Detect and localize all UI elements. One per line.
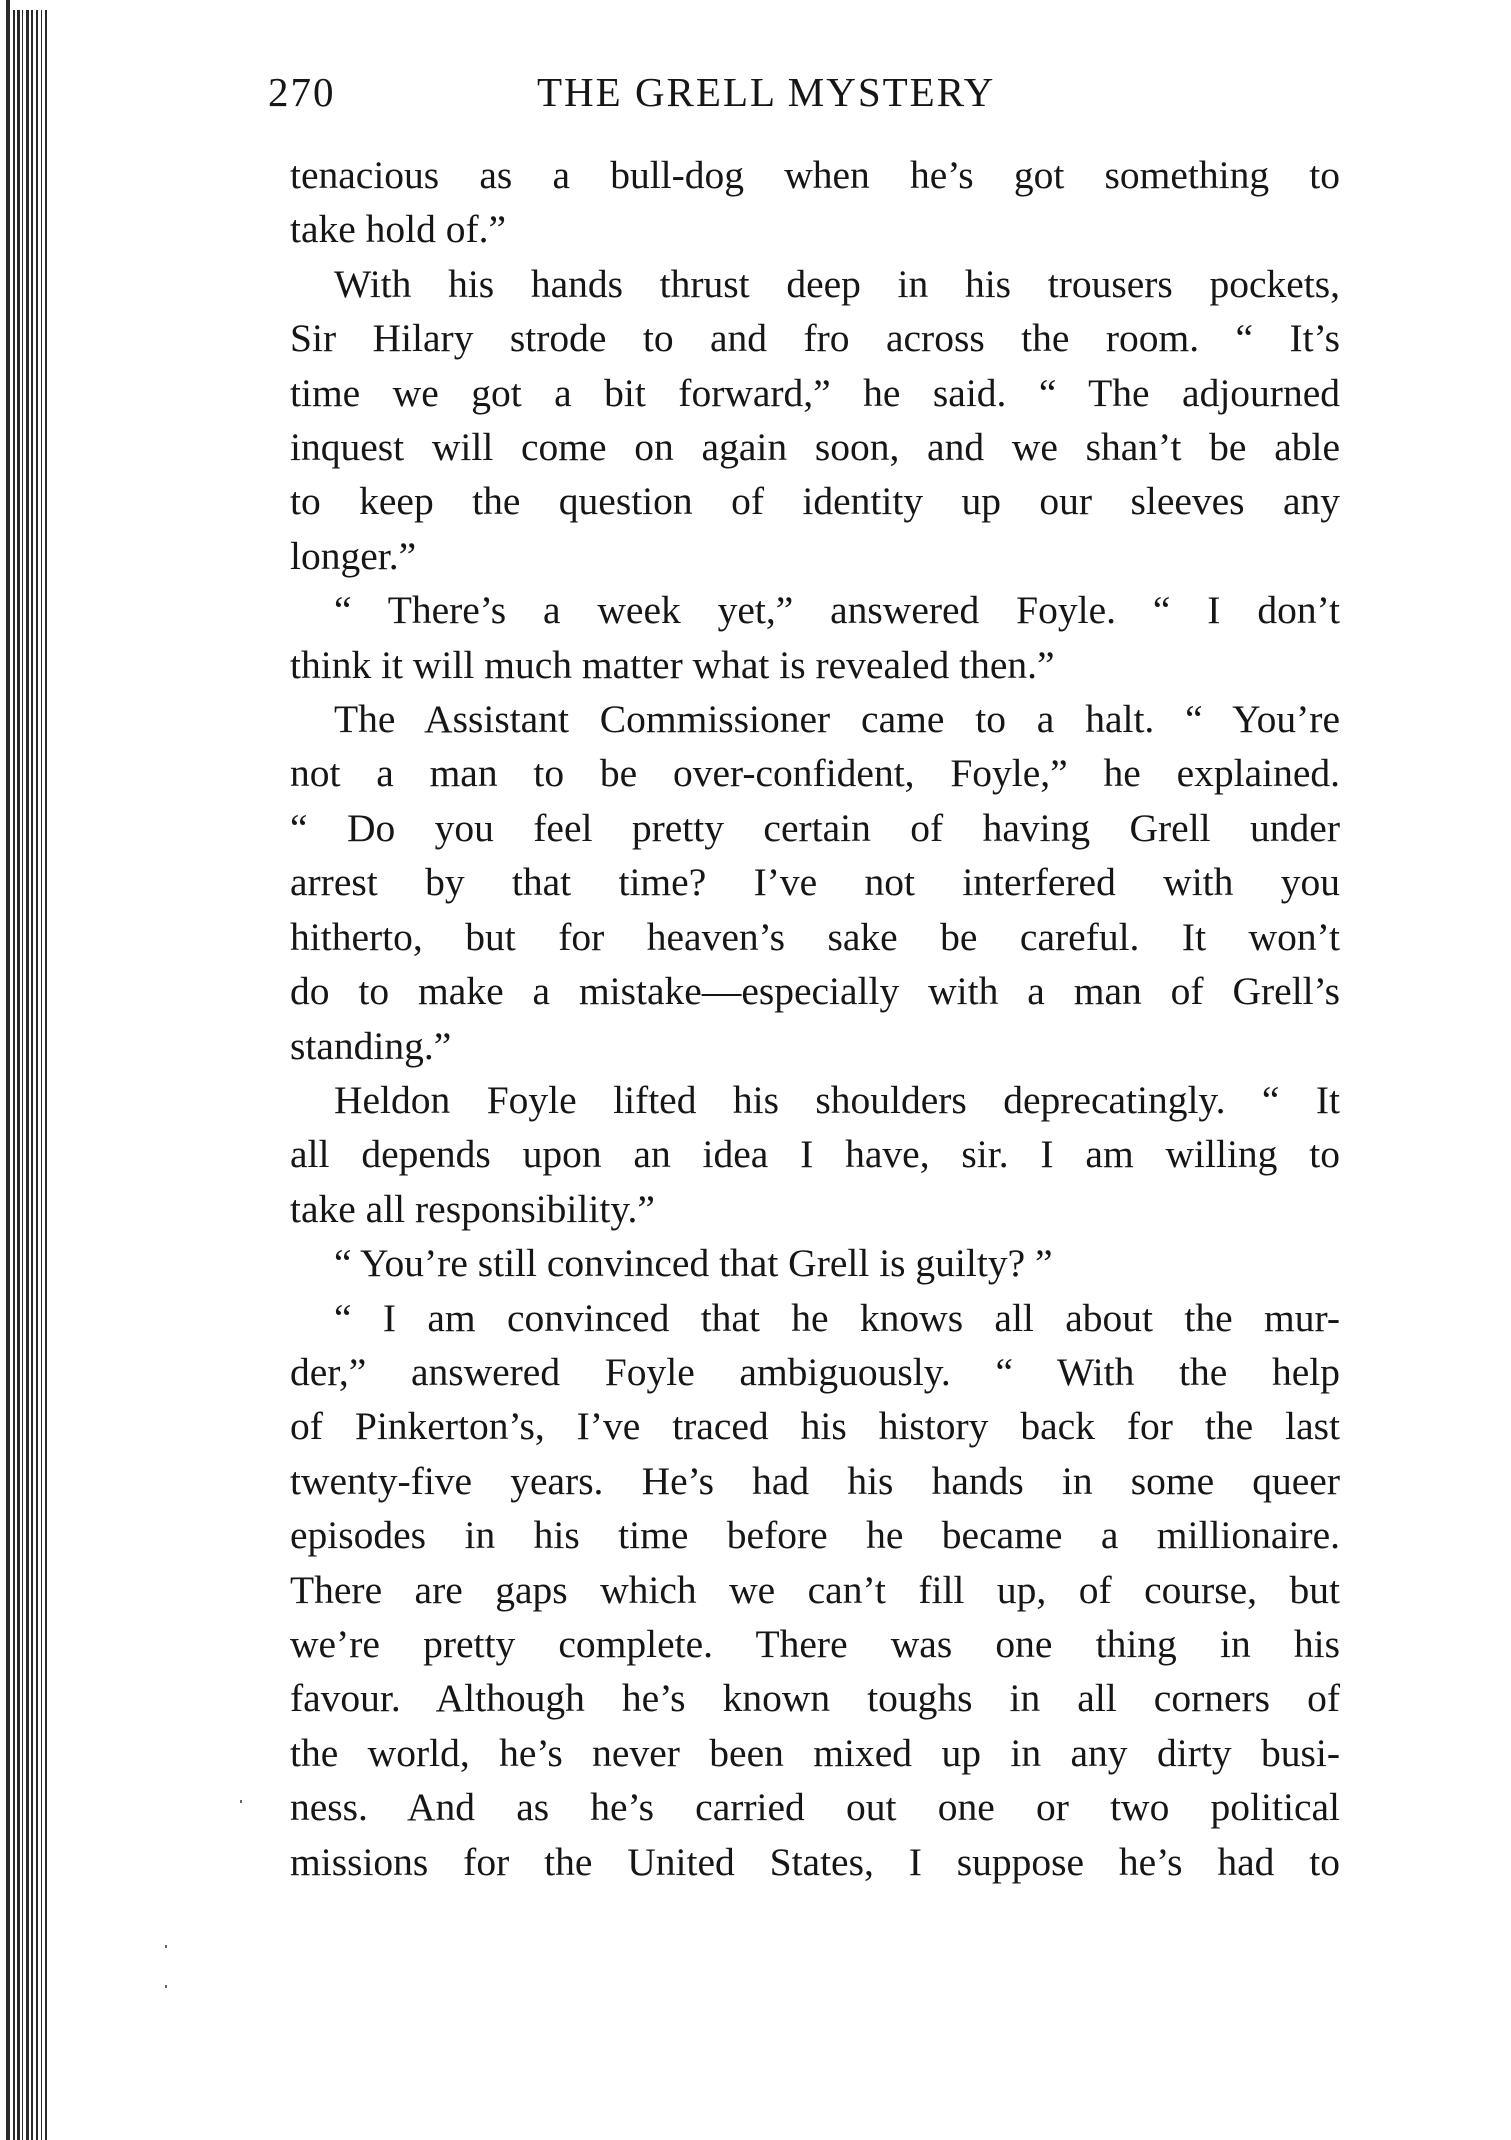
text-line: do to make a mistake—especially with a man of Grell’s [290, 969, 1340, 1014]
text-line: hitherto, but for heaven’s sake be careful. It won’t [290, 914, 1340, 959]
running-title: THE GRELL MYSTERY [537, 69, 996, 115]
text-line: Heldon Foyle lifted his shoulders deprecatingly. “ It [334, 1077, 1340, 1122]
text-line: tenacious as a bull-dog when he’s got something to [290, 153, 1340, 197]
text-line: ness. And as he’s carried out one or two political [290, 1785, 1340, 1830]
text-line: Sir Hilary strode to and fro across the room. “ It’s [290, 316, 1340, 361]
text-line: There are gaps which we can’t fill up, of course, but [290, 1567, 1340, 1612]
text-line: “ Do you feel pretty certain of having Grell under [290, 805, 1340, 850]
page-speck [240, 1800, 242, 1803]
text-line: the world, he’s never been mixed up in any dirty busi- [290, 1730, 1340, 1775]
text-line: With his hands thrust deep in his trousers pockets, [334, 261, 1340, 306]
text-line: “ You’re still convinced that Grell is guilty? ” [334, 1241, 1053, 1286]
text-line: all depends upon an idea I have, sir. I am willing to [290, 1132, 1340, 1177]
running-head [268, 60, 1340, 120]
text-line: “ I am convinced that he knows all about the mur- [334, 1295, 1340, 1340]
text-line: of Pinkerton’s, I’ve traced his history back for the last [290, 1404, 1340, 1449]
text-line: to keep the question of identity up our sleeves any [290, 479, 1340, 524]
text-line: standing.” [290, 1023, 452, 1068]
page-number: 270 [268, 69, 336, 115]
page-speck [165, 1985, 167, 1988]
text-line: episodes in his time before he became a millionaire. [290, 1513, 1340, 1558]
text-line: twenty-five years. He’s had his hands in some queer [290, 1458, 1340, 1503]
text-line: inquest will come on again soon, and we shan’t be able [290, 425, 1340, 470]
text-line: arrest by that time? I’ve not interfered with you [290, 860, 1340, 905]
page-speck [165, 1945, 167, 1948]
text-line: we’re pretty complete. There was one thing in his [290, 1621, 1340, 1666]
text-line: The Assistant Commissioner came to a halt. “ You’re [334, 697, 1340, 742]
text-line: time we got a bit forward,” he said. “ The adjourned [290, 370, 1340, 415]
text-line: longer.” [290, 533, 417, 578]
text-line: “ There’s a week yet,” answered Foyle. “ I don’t [334, 588, 1340, 633]
text-line: not a man to be over-confident, Foyle,” he explained. [290, 751, 1340, 796]
text-line: think it will much matter what is revealed then.” [290, 642, 1055, 687]
text-line: take hold of.” [290, 207, 507, 252]
body-text [290, 148, 1340, 1889]
text-line: der,” answered Foyle ambiguously. “ With the help [290, 1349, 1340, 1394]
text-line: favour. Although he’s known toughs in all corners of [290, 1676, 1340, 1721]
book-binding-edge [0, 0, 60, 2140]
book-page [268, 60, 1340, 1889]
text-line: take all responsibility.” [290, 1186, 655, 1231]
text-line: missions for the United States, I suppose he’s had to [290, 1839, 1340, 1884]
